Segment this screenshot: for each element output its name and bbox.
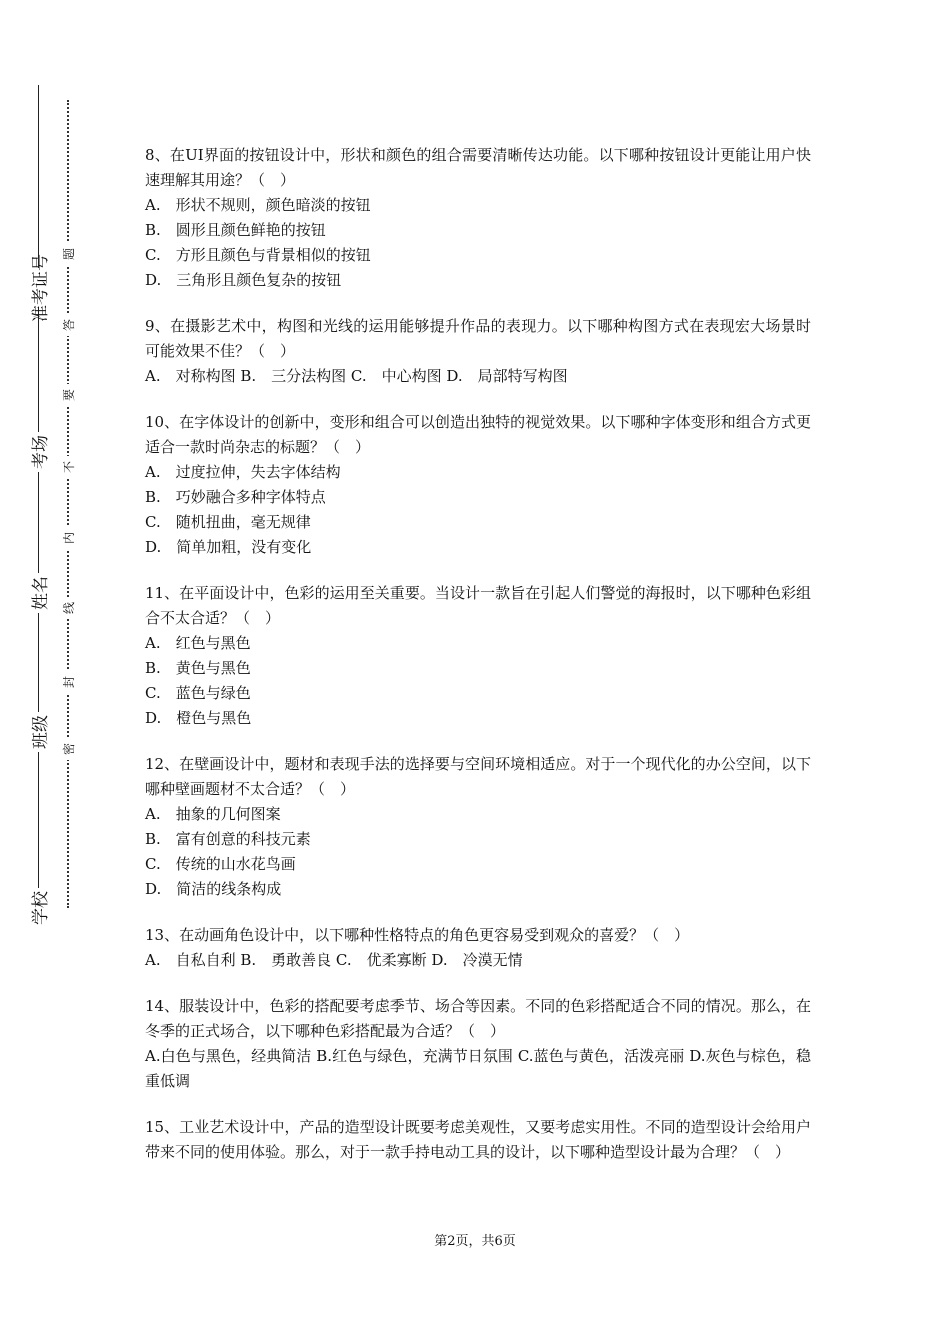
seal-char-bu: 不 xyxy=(57,456,79,478)
option-b: B. 富有创意的科技元素 xyxy=(145,830,311,848)
question-10 xyxy=(145,410,811,560)
seal-char-mi: 密 xyxy=(57,738,79,760)
field-label-class: 班级 xyxy=(18,712,58,752)
question-15 xyxy=(145,1115,811,1165)
option-c: C. 方形且颜色与背景相似的按钮 xyxy=(145,246,371,264)
question-stem: 15、工业艺术设计中，产品的造型设计既要考虑美观性，又要考虑实用性。不同的造型设计会给用户带来不同的使用体验。那么，对于一款手持电动工具的设计，以下哪种造型设计最为合理？（ ） xyxy=(145,1118,811,1161)
page-number-footer: 第2页，共6页 xyxy=(434,1234,516,1249)
options-inline: A. 自私自利 B. 勇敢善良 C. 优柔寡断 D. 冷漠无情 xyxy=(145,951,523,969)
seal-dotted-line xyxy=(67,100,69,908)
question-13 xyxy=(145,923,811,973)
question-stem: 14、服装设计中，色彩的搭配要考虑季节、场合等因素。不同的色彩搭配适合不同的情况。那么，在冬季的正式场合，以下哪种色彩搭配最为合适？（ ） xyxy=(145,997,811,1040)
question-9 xyxy=(145,314,811,389)
question-stem: 9、在摄影艺术中，构图和光线的运用能够提升作品的表现力。以下哪种构图方式在表现宏大场景时可能效果不佳？（ ） xyxy=(145,317,811,360)
question-stem: 12、在壁画设计中，题材和表现手法的选择要与空间环境相适应。对于一个现代化的办公空间，以下哪种壁画题材不太合适？（ ） xyxy=(145,755,811,798)
option-a: A. 过度拉伸，失去字体结构 xyxy=(145,463,341,481)
field-label-admission-number: 准考证号 xyxy=(18,268,58,308)
question-stem: 10、在字体设计的创新中，变形和组合可以创造出独特的视觉效果。以下哪种字体变形和组合方式更适合一款时尚杂志的标题？（ ） xyxy=(145,413,811,456)
question-stem: 13、在动画角色设计中，以下哪种性格特点的角色更容易受到观众的喜爱？（ ） xyxy=(145,926,690,944)
binding-margin xyxy=(0,0,80,1344)
options-inline: A.白色与黑色，经典简洁 B.红色与绿色，充满节日氛围 C.蓝色与黄色，活泼亮丽 D.灰色与棕色，稳重低调 xyxy=(145,1047,811,1090)
seal-char-xian: 线 xyxy=(57,597,79,619)
option-a: A. 红色与黑色 xyxy=(145,634,251,652)
question-12 xyxy=(145,752,811,902)
seal-char-yao: 要 xyxy=(57,384,79,406)
option-c: C. 随机扭曲，毫无规律 xyxy=(145,513,311,531)
field-label-school: 学校 xyxy=(18,888,58,928)
option-d: D. 三角形且颜色复杂的按钮 xyxy=(145,271,342,289)
option-b: B. 圆形且颜色鲜艳的按钮 xyxy=(145,221,326,239)
field-label-exam-room: 考场 xyxy=(18,432,58,472)
option-d: D. 橙色与黑色 xyxy=(145,709,252,727)
option-a: A. 抽象的几何图案 xyxy=(145,805,281,823)
question-8 xyxy=(145,143,811,293)
seal-char-feng: 封 xyxy=(57,671,79,693)
question-14 xyxy=(145,994,811,1094)
option-c: C. 传统的山水花鸟画 xyxy=(145,855,296,873)
option-c: C. 蓝色与绿色 xyxy=(145,684,251,702)
question-stem: 8、在UI界面的按钮设计中，形状和颜色的组合需要清晰传达功能。以下哪种按钮设计更能让用户快速理解其用途？（ ） xyxy=(145,146,811,189)
option-d: D. 简洁的线条构成 xyxy=(145,880,282,898)
option-b: B. 黄色与黑色 xyxy=(145,659,251,677)
option-d: D. 简单加粗，没有变化 xyxy=(145,538,312,556)
question-11 xyxy=(145,581,811,731)
option-b: B. 巧妙融合多种字体特点 xyxy=(145,488,326,506)
question-stem: 11、在平面设计中，色彩的运用至关重要。当设计一款旨在引起人们警觉的海报时，以下哪种色彩组合不太合适？（ ） xyxy=(145,584,811,627)
seal-char-nei: 内 xyxy=(57,527,79,549)
field-label-name: 姓名 xyxy=(18,573,58,613)
seal-char-ti: 题 xyxy=(57,243,79,265)
options-inline: A. 对称构图 B. 三分法构图 C. 中心构图 D. 局部特写构图 xyxy=(145,367,568,385)
seal-char-da: 答 xyxy=(57,314,79,336)
binding-solid-line xyxy=(38,85,39,925)
option-a: A. 形状不规则，颜色暗淡的按钮 xyxy=(145,196,371,214)
question-list xyxy=(145,143,811,1186)
